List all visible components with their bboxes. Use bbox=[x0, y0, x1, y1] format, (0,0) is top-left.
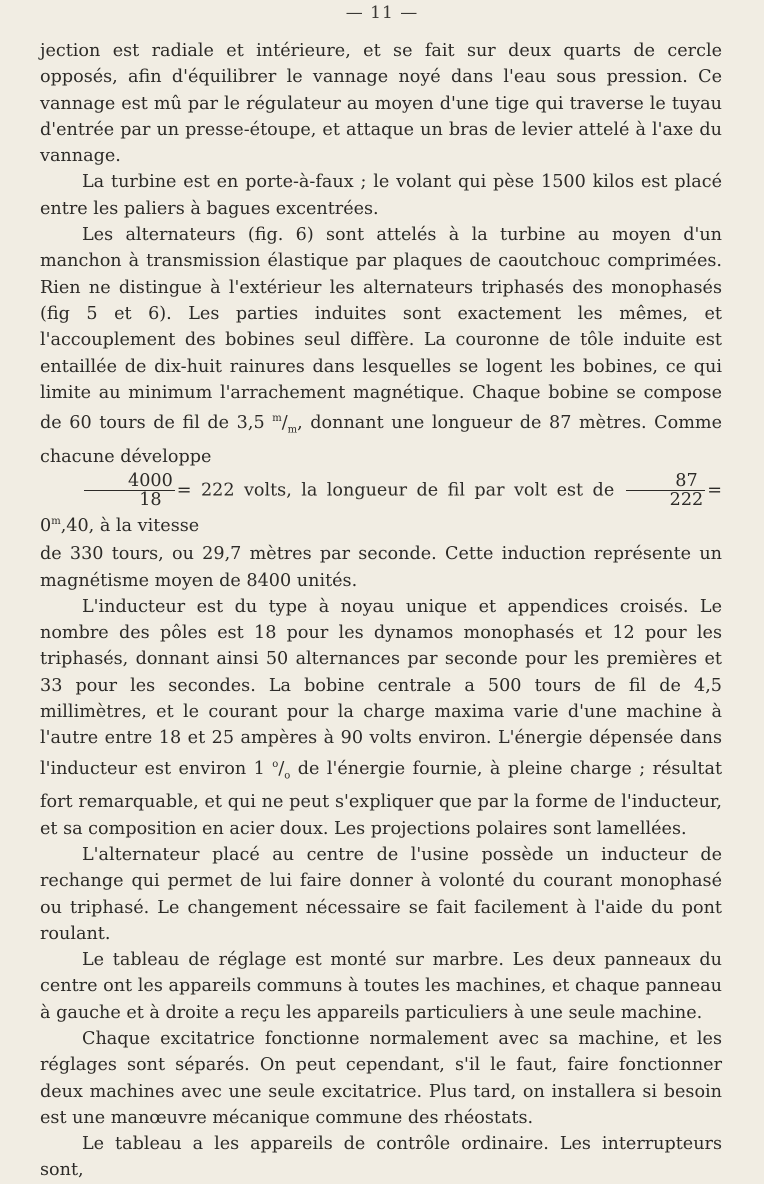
paragraph-3-text-e: ,40, à la vitesse bbox=[60, 515, 200, 536]
paragraph-3-text-b: , donnant une longueur de 87 mètres. Comme chacune développe bbox=[40, 413, 723, 467]
paragraph-3-text-c: = 222 volts, la longueur de fil par volt est de bbox=[176, 480, 615, 501]
fraction-wire-per-volt bbox=[626, 472, 706, 509]
paragraph-7: Chaque excitatrice fonctionne normalement avec sa machine, et les réglages sont séparés. On peut cependant, s'il le faut, faire fonctionner deux machines avec une seule excitatrice. Plus tard, on installera si besoin est une manœuvre mécanique commune des rhéostats. bbox=[40, 1029, 722, 1128]
paragraph-1: jection est radiale et intérieure, et se fait sur deux quarts de cercle opposés, afin d'équilibrer le vannage noyé dans l'eau sous pression. Ce vannage est mû par le régulateur au moyen d'une tige qui traverse le tuyau d'entrée par un presse-étoupe, et attaque un bras de levier attelé à l'axe du vannage. bbox=[40, 41, 722, 167]
paragraph-4-text-a: L'inducteur est du type à noyau unique et appendices croisés. Le nombre des pôles est 18 pour les dynamos monophasés et 12 pour les triphasés, donnant ainsi 50 alternances par seconde pour les premières et 33 pour les secondes. La bobine centrale a 500 tours de fil de 4,5 millimètres, et le courant pour la charge maxima varie d'une machine à l'autre entre 18 et 25 ampères à 90 volts environ. L'énergie dépensée dans l'inducteur est environ 1 bbox=[40, 596, 722, 779]
paragraph-5: L'alternateur placé au centre de l'usine possède un inducteur de rechange qui permet de lui faire donner à volonté du courant monophasé ou triphasé. Le changement nécessaire se fait facilement à l'aide du pont roulant. bbox=[40, 844, 722, 944]
paragraph-2: La turbine est en porte-à-faux ; le volant qui pèse 1500 kilos est placé entre les paliers à bagues excentrées. bbox=[40, 172, 722, 219]
wire-diameter: 3,5 bbox=[236, 413, 265, 434]
fraction-voltage-denominator: 18 bbox=[139, 490, 162, 511]
fraction-wire-denominator: 222 bbox=[669, 490, 704, 511]
page-number: — 11 — bbox=[345, 3, 419, 23]
unit-metre-sup: m bbox=[51, 516, 61, 528]
paragraph-3: Les alternateurs (fig. 6) sont attelés à la turbine au moyen d'un manchon à transmission élastique par plaques de caoutchouc comprimées. Rien ne distingue à l'extérieur les alternateurs triphasés des monophasés (fig 5 et 6). Les parties induites sont exactement les mêmes, et l'accouplement des bobines seul diffère. La couronne de tôle induite est entaillée de dix-huit rainures dans lesquelles se logent les bobines, ce qui limite au minimum l'arrachement magnétique. Chaque bobine se compose de 60 tours de fil de 3,5 $^m/_m$, donnant une longueur de 87 mètres. Comme chacune développe $\frac{4000}{18}$ = 222 volts, la longueur de fil par volt est de $\frac{87}{222}$ = $0^m,40$, à la vitesse de 330 tours, ou 29,7 mètres par seconde. Cette induction représente un magnétisme moyen de 8400 unités. bbox=[40, 225, 723, 591]
formula-line bbox=[40, 472, 722, 539]
paragraph-3-text-f: de 330 tours, ou 29,7 mètres par seconde. Cette induction représente un magnétisme moyen de 8400 unités. bbox=[40, 544, 722, 591]
fraction-wire-numerator: 87 bbox=[626, 472, 706, 491]
paragraph-8: Le tableau a les appareils de contrôle ordinaire. Les interrupteurs sont, bbox=[40, 1134, 722, 1181]
paragraph-3-text-a: Les alternateurs (fig. 6) sont attelés à la turbine au moyen d'un manchon à transmission élastique par plaques de caoutchouc comprimées. Rien ne distingue à l'extérieur les alternateurs triphasés des monophasés (fig 5 et 6). Les parties induites sont exactement les mêmes, et l'accouplement des bobines seul diffère. La couronne de tôle induite est entaillée de dix-huit rainures dans lesquelles se logent les bobines, ce qui limite au minimum l'arrachement magnétique. Chaque bobine se compose de 60 tours de fil de bbox=[40, 225, 722, 434]
paragraph-4-text-b: de l'énergie fournie, à pleine charge ; résultat fort remarquable, et qui ne peut s'expliquer que par la forme de l'inducteur, et sa composition en acier doux. Les projections polaires sont lamellées. bbox=[40, 758, 723, 839]
paragraph-4: L'inducteur est du type à noyau unique et appendices croisés. Le nombre des pôles est 18 pour les dynamos monophasés et 12 pour les triphasés, donnant ainsi 50 alternances par seconde pour les premières et 33 pour les secondes. La bobine centrale a 500 tours de fil de 4,5 millimètres, et le courant pour la charge maxima varie d'une machine à l'autre entre 18 et 25 ampères à 90 volts environ. L'énergie dépensée dans l'inducteur est environ 1 $^o/_o$ de l'énergie fournie, à pleine charge ; résultat fort remarquable, et qui ne peut s'expliquer que par la forme de l'inducteur, et sa composition en acier doux. Les projections polaires sont lamellées. bbox=[40, 596, 723, 839]
unit-millimetre-sub: m bbox=[287, 424, 298, 436]
fraction-voltage bbox=[84, 472, 175, 509]
percent-sup: o bbox=[272, 758, 279, 770]
body-text bbox=[40, 38, 722, 1184]
paragraph-6: Le tableau de réglage est monté sur marbre. Les deux panneaux du centre ont les appareils communs à toutes les machines, et chaque panneau à gauche et à droite a reçu les appareils particuliers à une seule machine. bbox=[40, 950, 722, 1023]
percent-sub: o bbox=[284, 770, 291, 782]
unit-millimetre-sup: m bbox=[272, 413, 282, 425]
fraction-voltage-numerator: 4000 bbox=[84, 472, 175, 491]
paragraph-3-text-d: = 0 bbox=[40, 480, 723, 536]
